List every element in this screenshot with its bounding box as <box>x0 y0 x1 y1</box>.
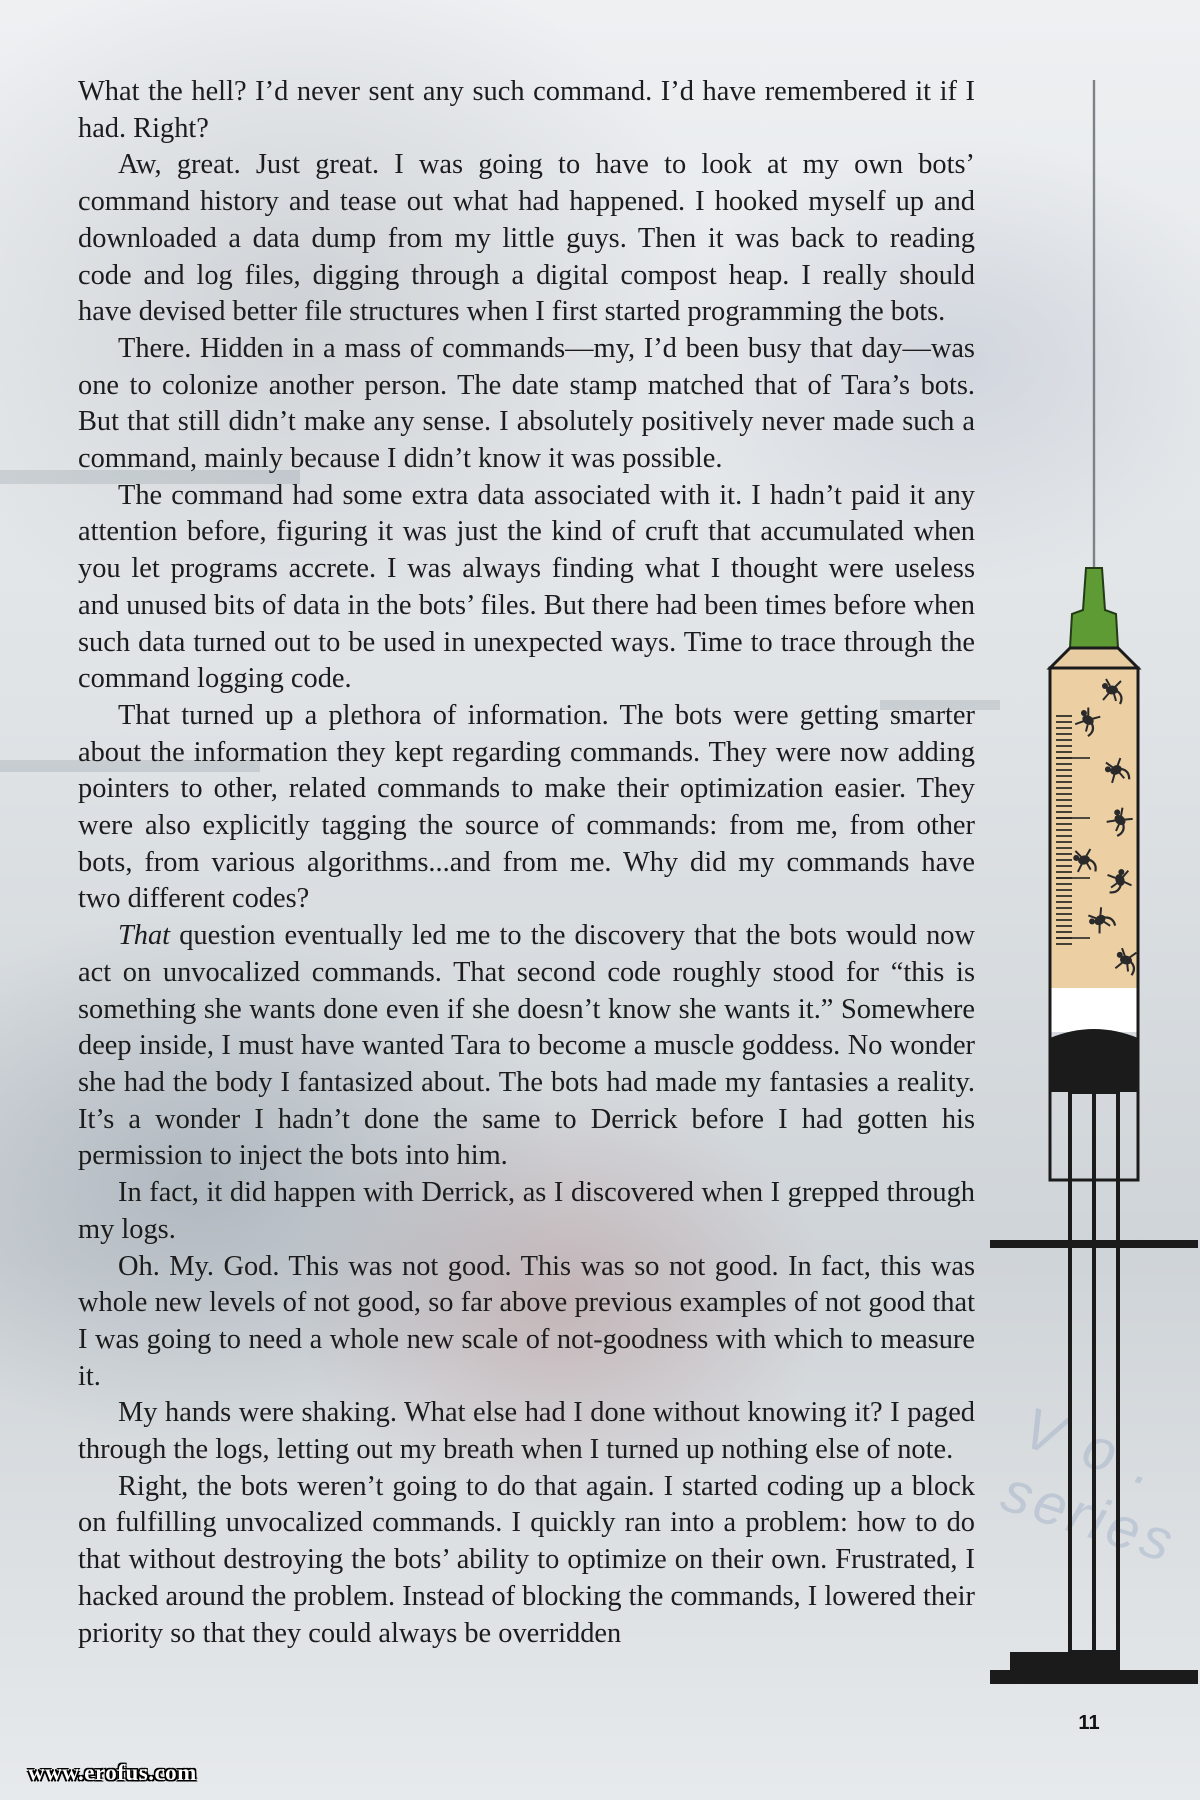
syringe-icon <box>990 80 1200 1780</box>
barrel-empty <box>1050 988 1138 1032</box>
paragraph: Oh. My. God. This was not good. This was so not good. In fact, this was whole new levels of not good, so far above previous examples of not good that I was going to need a whole new scale of not-goodness with which to measure it. <box>78 1250 975 1392</box>
paragraph: Aw, great. Just great. I was going to have to look at my own bots’ command history and tease out what had happened. I hooked myself up and downloaded a data dump from my little guys. Then it was back to reading code and log files, digging through a digital compost heap. I really should have devised better file structures when I first started programming the bots. <box>78 149 975 328</box>
page-number: 11 <box>1078 1712 1100 1734</box>
paragraph: My hands were shaking. What else had I done without knowing it? I paged through the logs, letting out my breath when I turned up nothing else of note. <box>78 1397 975 1466</box>
site-watermark: www.erofus.com <box>28 1760 197 1785</box>
paragraph: There. Hidden in a mass of commands—my, I’d been busy that day—was one to colonize another person. The date stamp matched that of Tara’s bots. But that still didn’t make any sense. I absolutely positively never made such a command, mainly because I didn’t know it was possible. <box>78 332 975 475</box>
paragraph-body: question eventually led me to the discovery that the bots would now act on unvocalized commands. That second code roughly stood for “this is something she wants done even if she doesn’t know she wants it.” Somewhere deep inside, I must have wanted Tara to become a muscle goddess. No wonder she had the body I fantasized about. The bots had made my fantasies a reality. It’s a wonder I hadn’t done the same to Derrick before I had gotten his permission to inject the bots into him. <box>78 920 975 1172</box>
needle-hub <box>1070 568 1118 648</box>
paragraph: In fact, it did happen with Derrick, as I discovered when I grepped through my logs. <box>78 1177 975 1245</box>
paragraph: Right, the bots weren’t going to do that again. I started coding up a block on fulfilling unvocalized commands. I quickly ran into a problem: how to do that without destroying the bots’ ability to optimize on their own. Frustrated, I hacked around the problem. Instead of blocking the commands, I lowered their priority so that they could always be overridden <box>78 1470 975 1649</box>
italic-lead: That <box>118 920 171 952</box>
barrel-tip <box>1050 648 1138 668</box>
paragraph: What the hell? I’d never sent any such command. I’d have remembered it if I had. Right? <box>78 76 975 144</box>
paragraph <box>78 918 975 1175</box>
background-watermark: V o . series <box>994 1394 1185 1576</box>
paragraph: The command had some extra data associated with it. I hadn’t paid it any attention before, figuring it was just the kind of cruft that accumulated when you let programs accrete. I was always finding what I thought were useless and unused bits of data in the bots’ files. But there had been times before when such data turned out to be used in unexpected ways. Time to trace through the command logging code. <box>78 479 975 695</box>
body-text <box>78 74 975 1652</box>
paragraph: That turned up a plethora of information. The bots were getting smarter about the information they kept regarding commands. They were now adding pointers to other, related commands to make their optimization easier. They were also explicitly tagging the source of commands: from me, from other bots, from various algorithms...and from me. Why did my commands have two different codes? <box>78 699 975 915</box>
plunger-seal <box>1050 1029 1138 1092</box>
thumb-rest <box>990 1670 1198 1684</box>
finger-flange <box>990 1240 1198 1248</box>
thumb-rest-neck <box>1010 1652 1120 1670</box>
